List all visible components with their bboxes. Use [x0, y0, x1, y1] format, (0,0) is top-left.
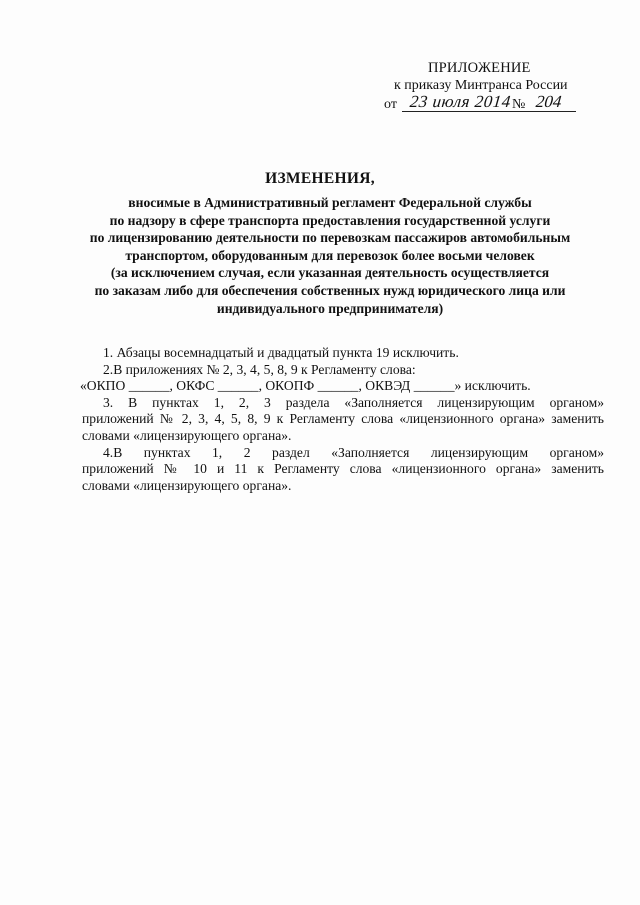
item-2 — [82, 362, 604, 379]
order-date-line — [384, 92, 592, 113]
subtitle-line: по надзору в сфере транспорта предоставления государственной услуги — [109, 212, 551, 228]
subtitle-line: индивидуального предпринимателя) — [216, 300, 444, 316]
item-4-line-1: 4.В пунктах 1, 2 раздел «Заполняется лицензирующим органом» — [103, 444, 604, 460]
item-4 — [82, 445, 604, 495]
item-4-line-3: словами «лицензирующего органа». — [82, 477, 292, 493]
number-sign: № — [512, 97, 526, 112]
order-reference: к приказу Минтранса России — [394, 78, 568, 93]
appendix-title: ПРИЛОЖЕНИЕ — [428, 60, 531, 76]
item-2-line-2: «ОКПО ______, ОКФС ______, ОКОПФ ______, ОКВЭД ______» исключить. — [80, 378, 531, 394]
subtitle-line: по заказам либо для обеспечения собственных нужд юридического лица или — [94, 282, 566, 298]
date-underline — [402, 111, 576, 112]
appendix-header — [384, 60, 592, 113]
subtitle-line: по лицензированию деятельности по перевозкам пассажиров автомобильным — [89, 230, 571, 246]
item-1 — [82, 345, 604, 362]
document-body — [82, 345, 604, 494]
item-2-line-1: 2.В приложениях № 2, 3, 4, 5, 8, 9 к Регламенту слова: — [103, 361, 416, 377]
item-2-continuation — [82, 378, 604, 395]
document-title: ИЗМЕНЕНИЯ, — [265, 170, 375, 187]
handwritten-order-number: 204 — [535, 92, 563, 111]
item-4-line-2: приложений № 10 и 11 к Регламенту слова «лицензионного органа» заменить — [82, 461, 604, 477]
subtitle-line: (за исключением случая, если указанная деятельность осуществляется — [110, 265, 550, 281]
document-subtitle — [60, 194, 600, 317]
item-1-text: 1. Абзацы восемнадцатый и двадцатый пункта 19 исключить. — [103, 345, 459, 360]
item-3-line-1: 3. В пунктах 1, 2, 3 раздела «Заполняется лицензирующим органом» — [103, 394, 604, 410]
subtitle-line: вносимые в Административный регламент Федеральной службы — [128, 195, 532, 210]
item-3 — [82, 395, 604, 445]
item-3-line-3: словами «лицензирующего органа». — [82, 427, 292, 443]
date-prefix: от — [384, 97, 397, 112]
handwritten-date: 23 июля 2014 — [409, 92, 512, 111]
item-3-line-2: приложений № 2, 3, 4, 5, 8, 9 к Регламенту слова «лицензионного органа» заменить — [82, 411, 604, 427]
subtitle-line: транспортом, оборудованным для перевозок более восьми человек — [125, 247, 535, 263]
